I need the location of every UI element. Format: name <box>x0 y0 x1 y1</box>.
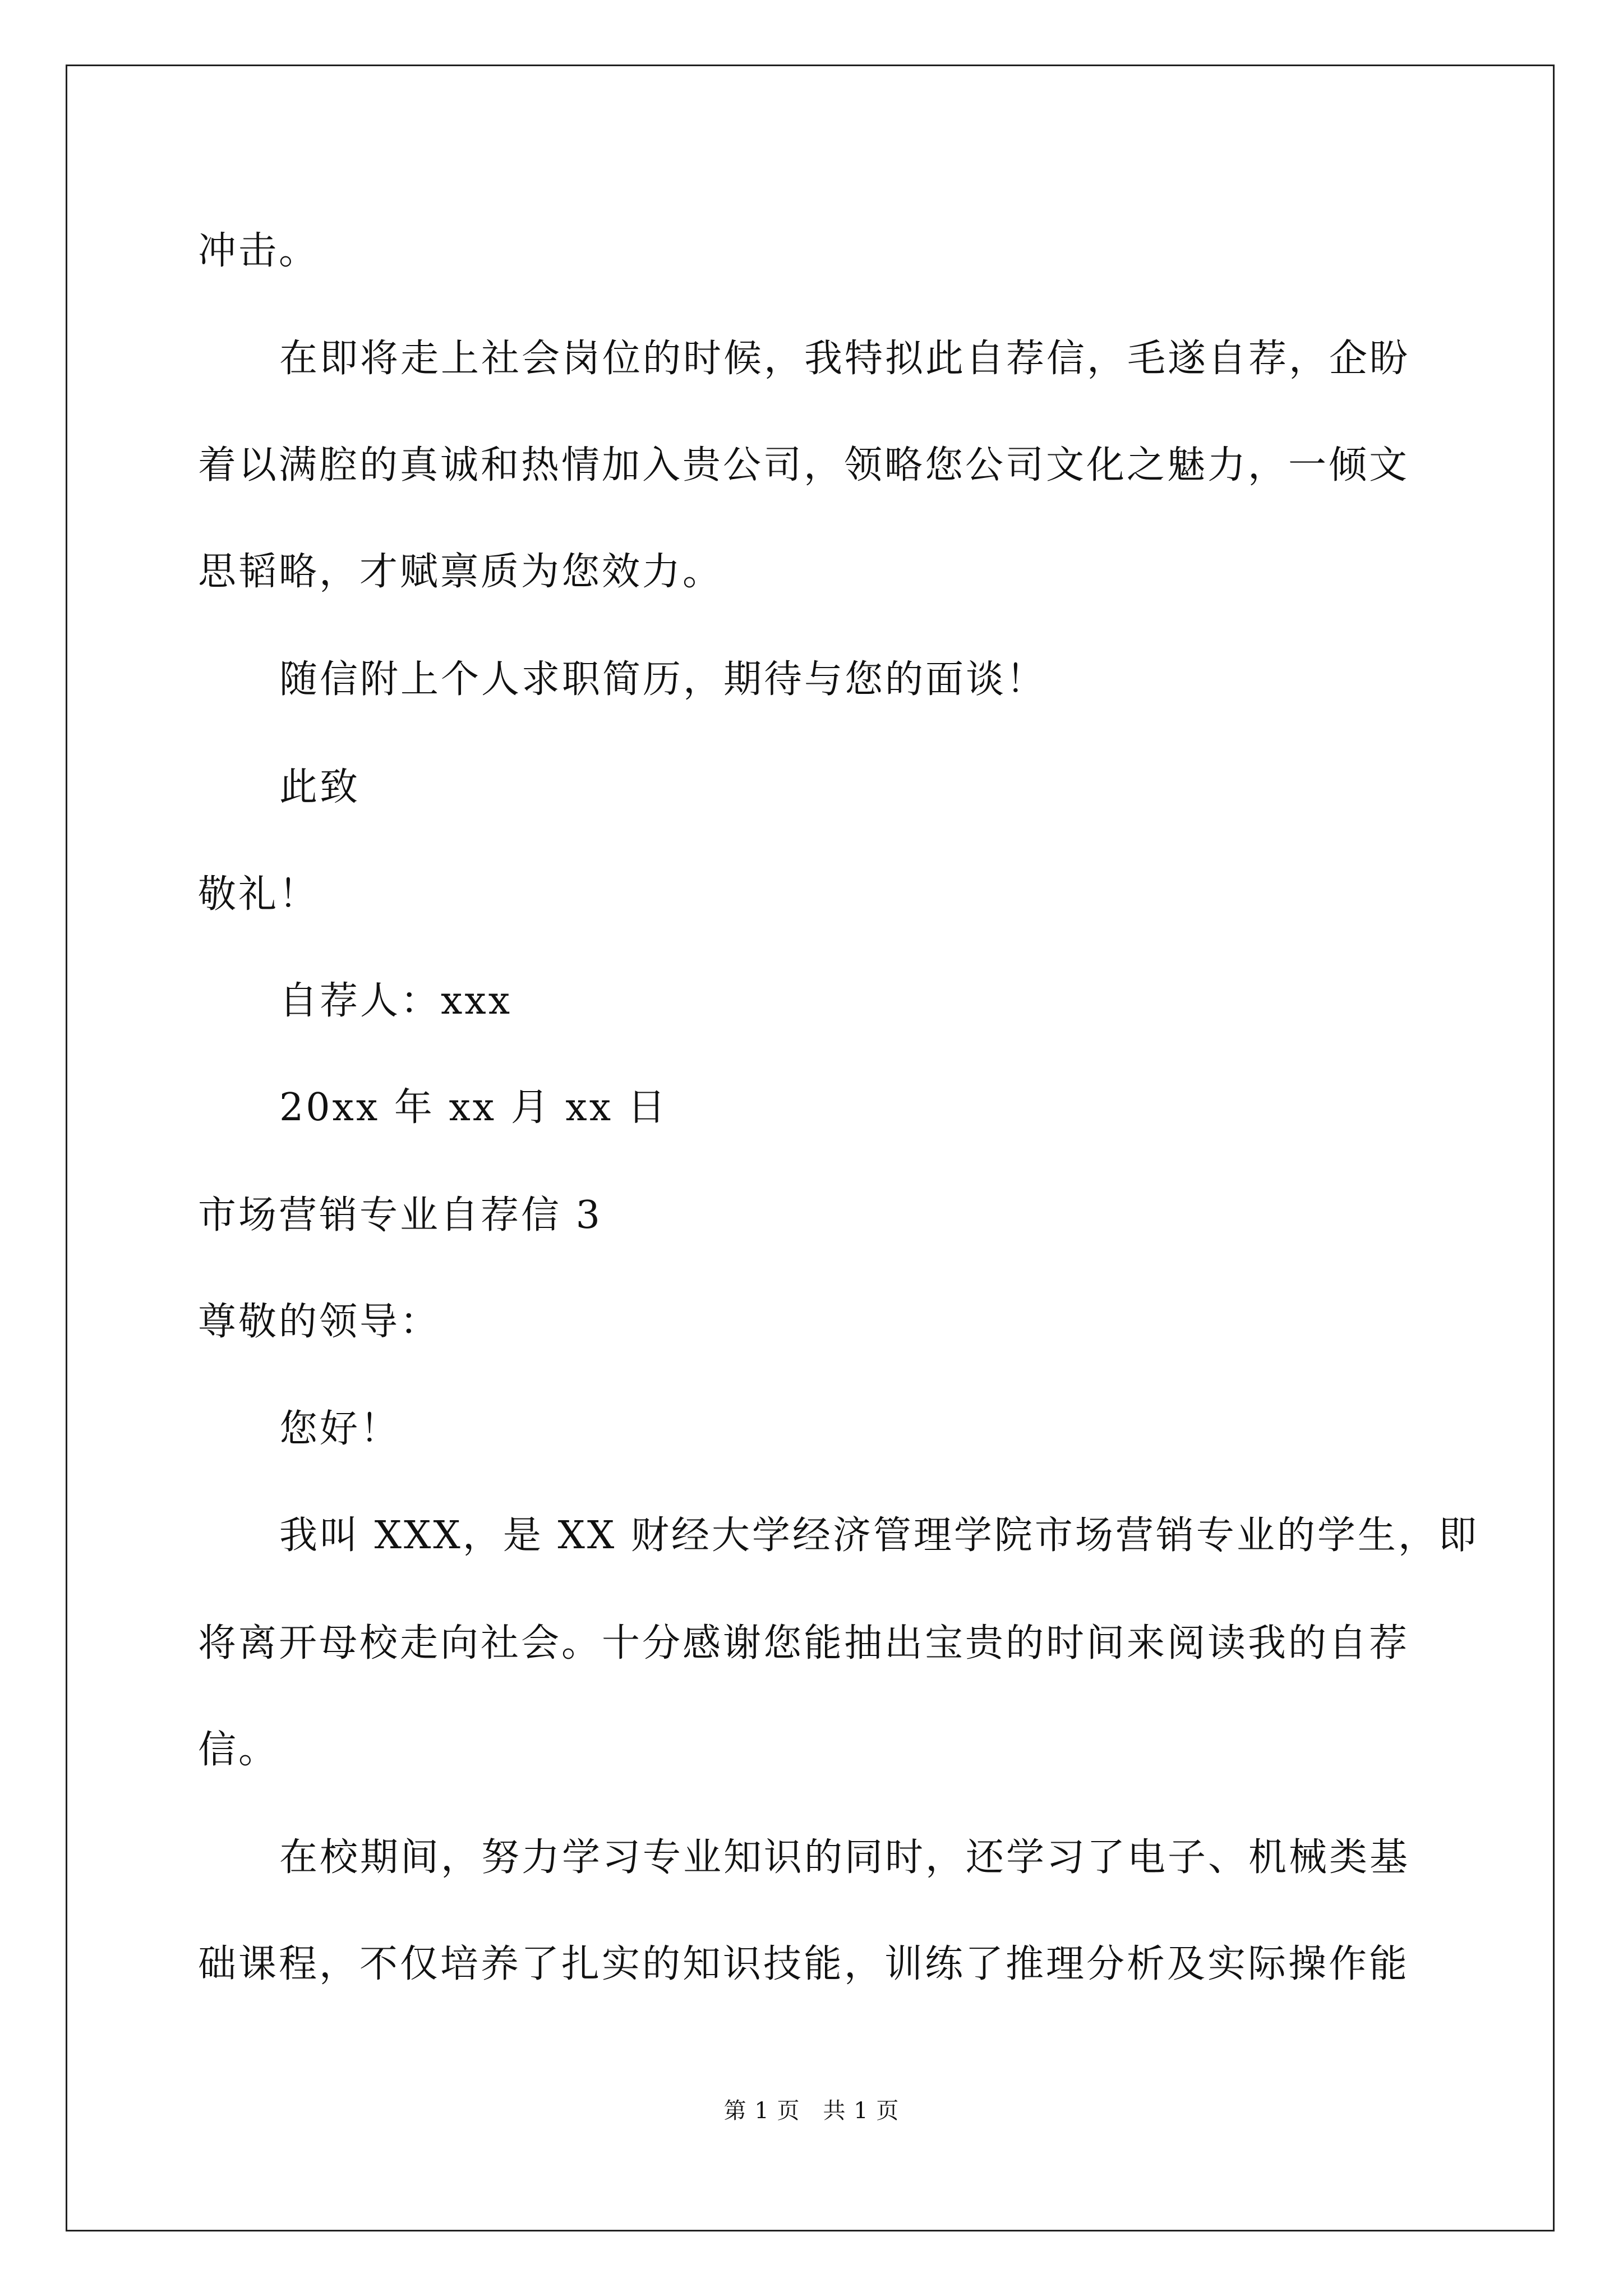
text-line: 础课程，不仅培养了扎实的知识技能，训练了推理分析及实际操作能 <box>198 1942 1410 1986</box>
page-number-footer: 第 1 页 共 1 页 <box>723 2098 900 2124</box>
text-line: 尊敬的领导： <box>198 1300 441 1344</box>
text-line: 自荐人：xxx <box>279 979 513 1023</box>
text-line: 将离开母校走向社会。十分感谢您能抽出宝贵的时间来阅读我的自荐 <box>198 1621 1410 1665</box>
text-line: 冲击。 <box>198 229 320 273</box>
text-line: 思韬略，才赋禀质为您效力。 <box>198 550 723 594</box>
page-border <box>66 65 1555 2231</box>
text-line: 此致 <box>279 765 361 809</box>
text-line: 市场营销专业自荐信 3 <box>198 1193 602 1237</box>
text-line: 在即将走上社会岗位的时候，我特拟此自荐信，毛遂自荐，企盼 <box>279 337 1410 381</box>
text-line: 我叫 XXX，是 XX 财经大学经济管理学院市场营销专业的学生，即 <box>279 1513 1479 1558</box>
text-line: 信。 <box>198 1728 279 1772</box>
text-line: 随信附上个人求职简历，期待与您的面谈！ <box>279 657 1047 702</box>
text-line: 您好！ <box>279 1407 401 1451</box>
text-line: 在校期间，努力学习专业知识的同时，还学习了电子、机械类基 <box>279 1835 1410 1880</box>
text-line: 20xx 年 xx 月 xx 日 <box>279 1085 668 1130</box>
text-line: 着以满腔的真诚和热情加入贵公司，领略您公司文化之魅力，一倾文 <box>198 443 1410 487</box>
text-line: 敬礼！ <box>198 872 320 917</box>
